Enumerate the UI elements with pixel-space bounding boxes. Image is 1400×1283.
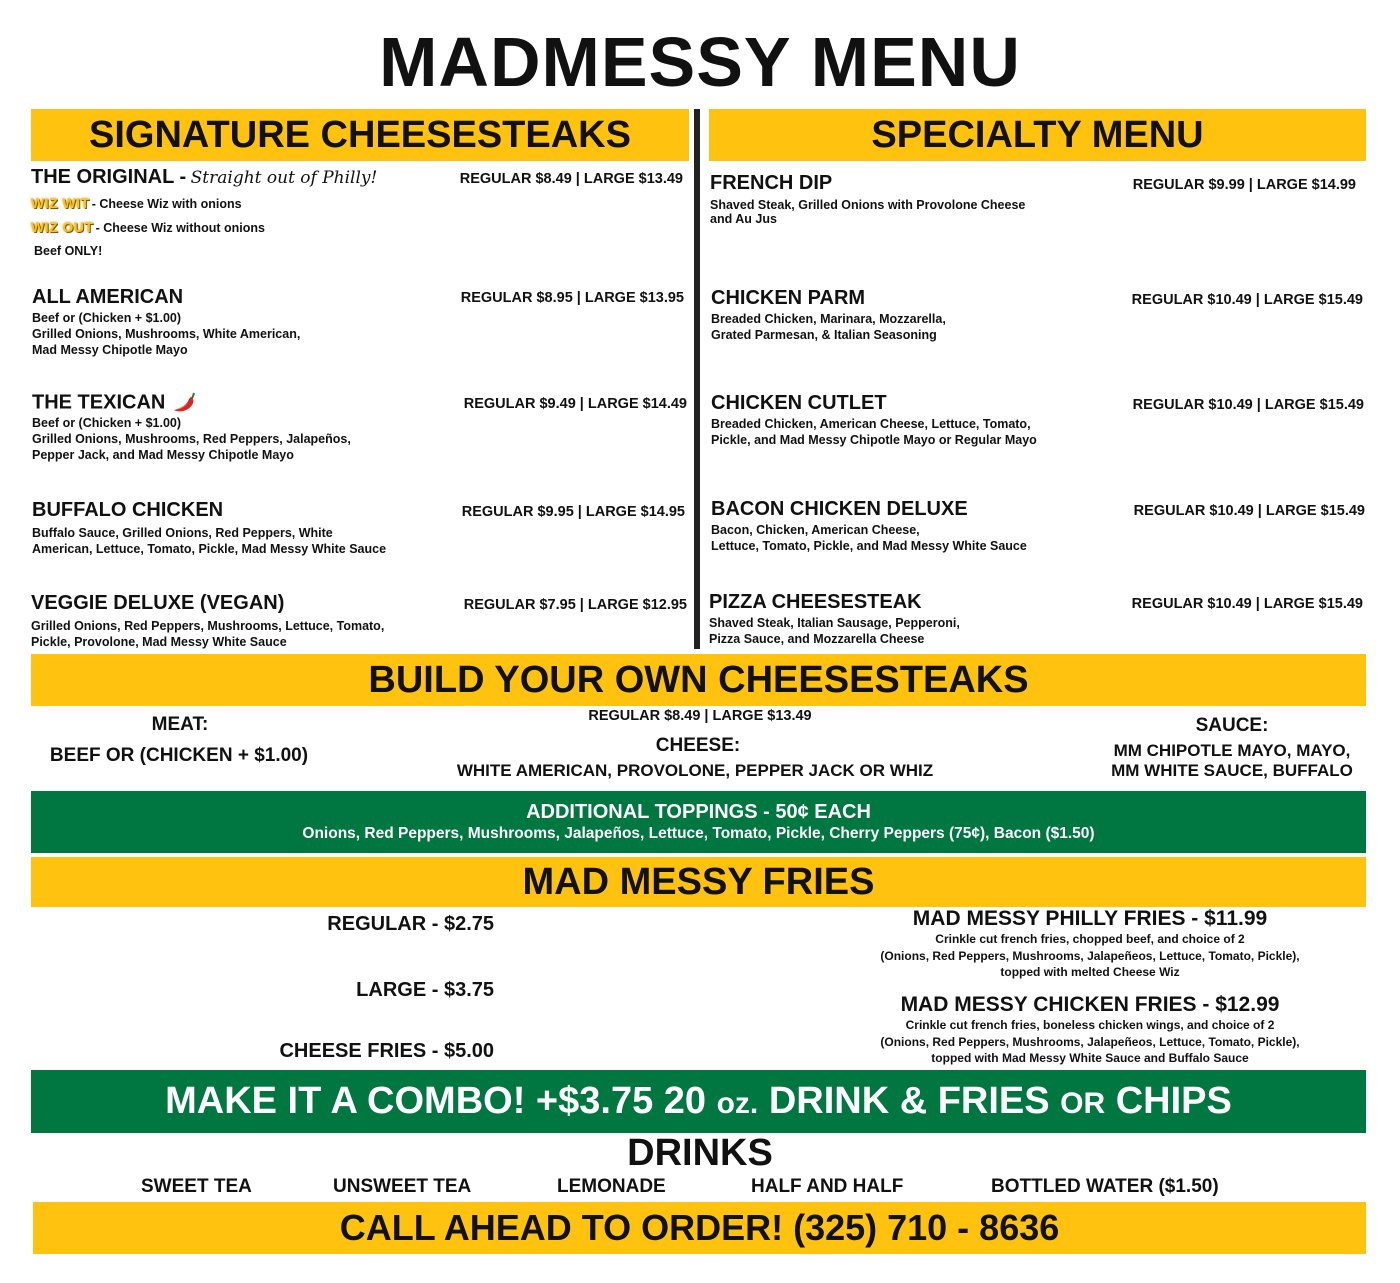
menu-item-chicken-cutlet: [711, 392, 1371, 448]
menu-item-all-american: [32, 286, 692, 358]
item-desc-line: Crinkle cut french fries, chopped beef, and choice of 2: [935, 932, 1245, 946]
item-desc-line: (Onions, Red Peppers, Mushrooms, Jalapeñeos, Lettuce, Tomato, Pickle),: [880, 948, 1300, 963]
fries-regular: REGULAR - $2.75: [327, 913, 494, 935]
combo-or: OR: [1060, 1087, 1106, 1120]
item-name: MAD MESSY CHICKEN FRIES - $12.99: [900, 993, 1280, 1016]
menu-item-veggie-deluxe: [31, 592, 691, 650]
fries-cheese: CHEESE FRIES - $5.00: [279, 1040, 494, 1062]
item-desc-line: Crinkle cut french fries, boneless chicken wings, and choice of 2: [905, 1018, 1275, 1032]
menu-item-the-original: [31, 166, 691, 259]
wiz-out-option: [31, 216, 691, 240]
menu-title: MADMESSY MENU: [379, 23, 1021, 101]
cheese-value: WHITE AMERICAN, PROVOLONE, PEPPER JACK OR WHIZ: [456, 761, 934, 780]
beef-only-note: Beef ONLY!: [34, 244, 103, 258]
item-desc-line: Beef or (Chicken + $1.00): [32, 416, 182, 430]
build-your-own-heading: BUILD YOUR OWN CHEESESTEAKS: [31, 654, 1366, 706]
cheese-label: CHEESE:: [655, 735, 741, 756]
meat-value: BEEF OR (CHICKEN + $1.00): [49, 745, 309, 766]
item-desc-line: Shaved Steak, Grilled Onions with Provolone Cheese: [710, 198, 1026, 212]
meat-label: MEAT:: [151, 714, 209, 735]
combo-text: DRINK & FRIES: [758, 1080, 1061, 1122]
drink-sweet-tea: SWEET TEA: [141, 1176, 252, 1197]
item-price: REGULAR $9.99 | LARGE $14.99: [1132, 177, 1356, 193]
chicken-fries-item: [810, 993, 1370, 1067]
item-desc-line: Bacon, Chicken, American Cheese,: [711, 523, 920, 537]
item-desc-line: Beef or (Chicken + $1.00): [32, 311, 182, 325]
item-desc-line: Grilled Onions, Red Peppers, Mushrooms, Lettuce, Tomato,: [31, 619, 385, 633]
drink-lemonade: LEMONADE: [557, 1176, 666, 1197]
item-desc-line: Shaved Steak, Italian Sausage, Pepperoni,: [709, 616, 960, 630]
item-price: REGULAR $8.49 | LARGE $13.49: [459, 171, 683, 187]
additional-toppings-banner: [31, 791, 1366, 853]
fries-heading: MAD MESSY FRIES: [31, 857, 1366, 907]
item-price: REGULAR $9.49 | LARGE $14.49: [463, 396, 687, 412]
drinks-heading: DRINKS: [627, 1132, 773, 1174]
wiz-wit-tag: WIZ WIT: [31, 195, 90, 211]
call-ahead-banner: CALL AHEAD TO ORDER! (325) 710 - 8636: [33, 1202, 1366, 1254]
signature-heading: SIGNATURE CHEESESTEAKS: [31, 109, 689, 161]
item-desc-line: Lettuce, Tomato, Pickle, and Mad Messy White Sauce: [711, 539, 1027, 553]
item-price: REGULAR $9.95 | LARGE $14.95: [461, 504, 685, 520]
item-desc-line: Pizza Sauce, and Mozzarella Cheese: [709, 632, 925, 646]
item-name: BACON CHICKEN DELUXE: [711, 498, 968, 520]
menu-item-chicken-parm: [711, 287, 1371, 343]
drink-bottled-water: BOTTLED WATER ($1.50): [991, 1176, 1219, 1197]
tagline: Straight out of Philly!: [190, 168, 378, 188]
item-price: REGULAR $10.49 | LARGE $15.49: [1133, 503, 1365, 519]
item-desc-line: topped with Mad Messy White Sauce and Buffalo Sauce: [931, 1051, 1249, 1065]
item-desc-line: Grated Parmesan, & Italian Seasoning: [711, 328, 937, 342]
item-price: REGULAR $10.49 | LARGE $15.49: [1132, 397, 1364, 413]
item-name: FRENCH DIP: [710, 172, 833, 194]
build-price: REGULAR $8.49 | LARGE $13.49: [588, 708, 812, 724]
item-desc-line: Grilled Onions, Mushrooms, White American,: [32, 327, 301, 341]
item-name: ALL AMERICAN: [32, 286, 184, 308]
menu-item-the-texican: [32, 391, 692, 463]
toppings-heading: ADDITIONAL TOPPINGS - 50¢ EACH: [526, 801, 871, 823]
sauce-value-line-2: MM WHITE SAUCE, BUFFALO: [1111, 761, 1353, 780]
item-desc-line: Pepper Jack, and Mad Messy Chipotle Mayo: [32, 448, 294, 462]
menu-item-bacon-chicken-deluxe: [711, 498, 1371, 554]
item-desc-line: Breaded Chicken, Marinara, Mozzarella,: [711, 312, 946, 326]
drink-half-and-half: HALF AND HALF: [751, 1176, 904, 1197]
item-name: CHICKEN PARM: [711, 287, 866, 309]
item-price: REGULAR $10.49 | LARGE $15.49: [1131, 292, 1363, 308]
specialty-heading: SPECIALTY MENU: [709, 109, 1366, 161]
item-desc-line: Buffalo Sauce, Grilled Onions, Red Peppers, White: [32, 526, 333, 540]
item-desc-line: (Onions, Red Peppers, Mushrooms, Jalapeñeos, Lettuce, Tomato, Pickle),: [880, 1034, 1300, 1049]
sauce-value-line-1: MM CHIPOTLE MAYO, MAYO,: [1113, 741, 1351, 760]
option-desc: - Cheese Wiz without onions: [95, 221, 265, 235]
item-name: THE ORIGINAL -: [31, 166, 187, 188]
item-desc-line: Mad Messy Chipotle Mayo: [32, 343, 188, 357]
column-divider: [694, 109, 700, 649]
drink-unsweet-tea: UNSWEET TEA: [333, 1176, 472, 1197]
item-price: REGULAR $7.95 | LARGE $12.95: [463, 597, 687, 613]
item-price: REGULAR $10.49 | LARGE $15.49: [1131, 596, 1363, 612]
item-desc-line: Pickle, Provolone, Mad Messy White Sauce: [31, 635, 287, 649]
wiz-wit-option: [31, 192, 691, 216]
chili-pepper-icon: [172, 391, 198, 418]
wiz-out-tag: WIZ OUT: [31, 219, 94, 235]
item-desc-line: American, Lettuce, Tomato, Pickle, Mad Messy White Sauce: [32, 542, 387, 556]
option-desc: - Cheese Wiz with onions: [91, 197, 242, 211]
item-price: REGULAR $8.95 | LARGE $13.95: [460, 290, 684, 306]
item-name: VEGGIE DELUXE (VEGAN): [31, 592, 285, 614]
item-desc-line: topped with melted Cheese Wiz: [1000, 965, 1180, 979]
toppings-list: Onions, Red Peppers, Mushrooms, Jalapeños, Lettuce, Tomato, Pickle, Cherry Peppers (75¢), Bacon ($1.50): [302, 825, 1095, 842]
item-desc-line: and Au Jus: [710, 212, 777, 226]
fries-large: LARGE - $3.75: [356, 979, 494, 1001]
combo-banner: [31, 1070, 1366, 1133]
item-name: PIZZA CHEESESTEAK: [709, 591, 922, 613]
item-desc-line: Grilled Onions, Mushrooms, Red Peppers, Jalapeños,: [32, 432, 351, 446]
menu-item-french-dip: [710, 172, 1370, 226]
philly-fries-item: [810, 907, 1370, 981]
item-name: CHICKEN CUTLET: [711, 392, 887, 414]
item-desc-line: Breaded Chicken, American Cheese, Lettuce, Tomato,: [711, 417, 1031, 431]
menu-item-pizza-cheesesteak: [709, 591, 1369, 647]
combo-text: CHIPS: [1105, 1080, 1232, 1122]
item-desc-line: Pickle, and Mad Messy Chipotle Mayo or Regular Mayo: [711, 433, 1037, 447]
combo-text: MAKE IT A COMBO! +$3.75 20: [165, 1080, 717, 1122]
combo-oz: oz.: [716, 1087, 759, 1120]
item-name: BUFFALO CHICKEN: [32, 499, 224, 521]
item-name: MAD MESSY PHILLY FRIES - $11.99: [912, 907, 1268, 930]
sauce-label: SAUCE:: [1195, 715, 1269, 736]
item-name: THE TEXICAN: [32, 391, 166, 414]
menu-item-buffalo-chicken: [32, 499, 692, 557]
